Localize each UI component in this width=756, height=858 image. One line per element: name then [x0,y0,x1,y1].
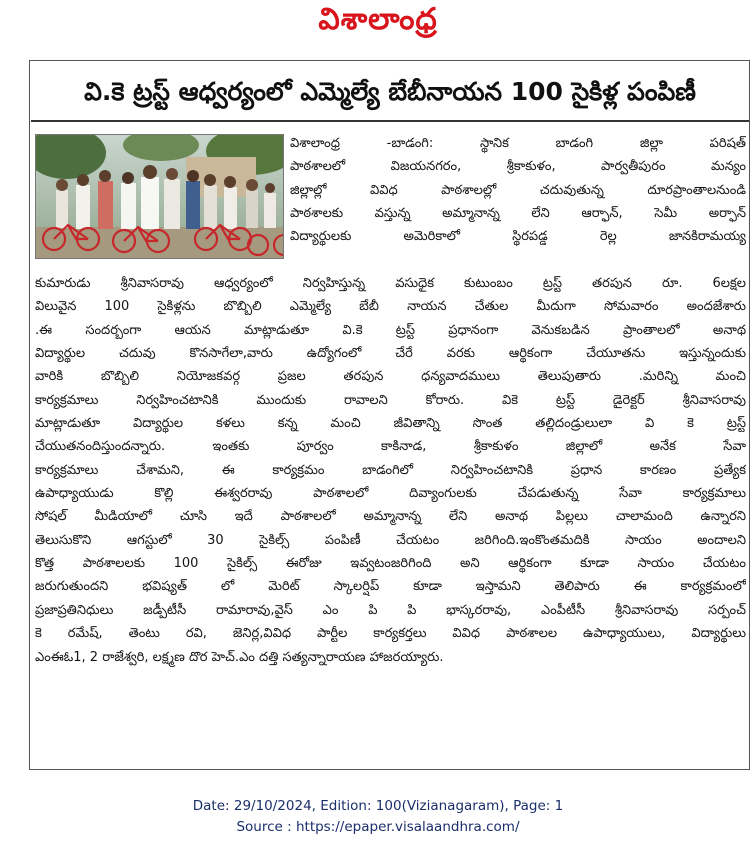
article-text-line: కె రమేష్, తెంటు రవి, జెనిర్ల,వివిధ పార్టీల కార్యకర్తలు వివిధ పాఠశాలల ఉపాధ్యాయులు, విద్యార్థులు [35,626,746,642]
article-text-line: విశాలాంధ్ర -బాడంగి: స్థానిక బాడంగి జిల్లా పరిషత్ [290,136,746,151]
article-text-line: తెలుసుకొని ఆగస్టులో 30 సైకిల్స్ పంపిణీ చేయటం జరిగింది.ఇంకొంతమదికి సాయం అందాలని [35,532,746,548]
article-text-line: కార్యక్రమాలు నిర్వహించటానికి ముందుకు రావాలని కోరారు. వికె ట్రస్ట్ డైరెక్టర్ శ్రీనివాసరావు [35,392,746,408]
article-body-full-width [35,272,746,669]
article-text-line: ఎంఈఓ1, 2 రాజేశ్వరి, లక్ష్మణ దొర హెచ్.ఎం దత్తి సత్యన్నారాయణ హాజరయ్యారు. [35,649,444,665]
article-text-line: .ఈ సందర్బంగా ఆయన మాట్లాడుతూ వి.కె ట్రస్ట్ ప్రధానంగా వెనుకబడిన ప్రాంతాలలో అనాథ [35,322,746,338]
edition-date-line: Date: 29/10/2024, Edition: 100(Vizianagaram), Page: 1 [192,798,564,814]
article-text-line: విద్యార్థులకు అమెరికాలో స్థిరపడ్డ రెల్ల జానకిరామయ్య [290,229,746,245]
clipping-footer [0,796,756,838]
article-text-line: విద్యార్థుల చదువు కొనసాగేలా,వారు ఉద్యోగంలో చేరే వరకు ఆర్థికంగా చేయూతను ఇస్తున్నందుకు [35,346,746,362]
article-text-line: మాట్లాడుతూ విద్యార్థుల కళలు కన్న మంచి జీవితాన్ని సొంత తల్లిదండ్రులులా వి కె ట్రస్ట్ [35,416,746,432]
newspaper-masthead [0,0,756,46]
article-text-line: జరుగుతుందని భవిష్యత్ లో మెరిట్ స్కాలర్షిప్ కూడా ఇస్తామని తెలిపారు ఈ కార్యక్రమంలో [35,579,746,595]
photo-cyclists-group-image [36,135,284,259]
article-text-line: కార్యక్రమాలు చేశామని, ఈ కార్యక్రమం బాడంగిలో నిర్వహించటానికి ప్రధాన కారణం ప్రత్యేక [35,462,746,478]
article-text-line: కొత్త పాఠశాలలకు 100 సైకిల్స్ ఈరోజు ఇవ్వటంజరిగింది అని ఆర్థికంగా కూడా సాయం చేయటం [35,556,746,572]
article-text-line: పాఠశాలలో విజయనగరం, శ్రీకాకుళం, పార్వతీపురం మన్యం [290,159,746,175]
article-photo [35,134,284,259]
source-url-line: Source : https://epaper.visalaandhra.com/ [236,819,520,835]
headline-divider [31,120,749,122]
article-text-line: వారికి బొబ్బిలి నియోజకవర్గ ప్రజల తరపున ధన్యవాదములు తెలుపుతారు .మరిన్ని మంచి [35,369,746,385]
article-text-line: ఉపాధ్యాయుడు కొల్లి ఈశ్వరరావు పాఠశాలలో దివ్యాంగులకు చేపడుతున్న సేవా కార్యక్రమాలు [35,486,746,502]
article-text-line: పాఠశాలకు వస్తున్న అమ్మానాన్న లేని ఆర్ఫాన్, సెమీ అర్ఫాన్ [290,206,746,222]
article-headline: వి.కె ట్రస్ట్ ఆధ్వర్యంలో ఎమ్మెల్యే బేబీనాయన 100 సైకిళ్ల పంపిణీ [84,77,696,106]
article-text-line: ప్రజాప్రతినిధులు జడ్పీటీసీ రామారావు,వైస్ ఎం పి పి భాస్కరరావు, ఎంపీటీసీ శ్రీనివాసరావు సర్పంచ్ [35,602,746,618]
article-body-beside-photo [290,132,746,249]
article-text-line: సోషల్ మీడియాలో చూసి ఇదే పాఠశాలలో అమ్మానాన్న లేని అనాథ పిల్లలు చాలామంది ఉన్నారని [35,509,746,525]
article-text-line: విలువైన 100 సైకిళ్లను బొబ్బిలి ఎమ్మెల్యే బేబీ నాయన చేతుల మీదుగా సోమవారం అందజేశారు [35,299,746,315]
masthead-logo-text: విశాలాంధ్ర [318,2,438,37]
article-text-line: జిల్లాల్లో వివిధ పాఠశాలల్లో చదువుతున్న దూరప్రాంతాలనుండి [290,182,746,198]
article-text-line: చేయుతనందిస్తుందన్నారు. ఇంతకు పూర్వం కాకినాడ, శ్రీకాకుళం జిల్లాలో అనేక సేవా [35,439,746,455]
article-text-line: కుమారుడు శ్రీనివాసరావు ఆధ్వర్యంలో నిర్వహిస్తున్న వసుధైక కుటుంబం ట్రస్ట్ తరపున రూ. 6లక్షల [35,276,746,291]
